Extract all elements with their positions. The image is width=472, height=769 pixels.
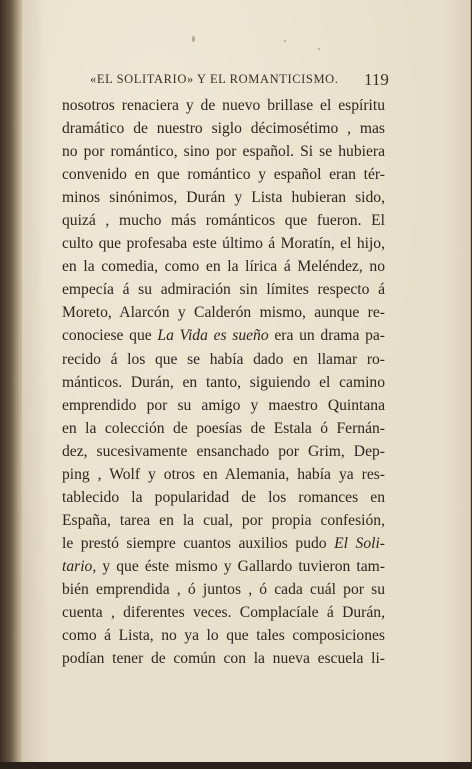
running-head: «EL SOLITARIO» Y EL ROMANTICISMO. — [90, 72, 339, 86]
text-line: emprendido por su amigo y maestro Quintana — [62, 396, 385, 414]
book-spine — [0, 0, 24, 769]
text-line: cuenta , diferentes veces. Complacíale á Durán, — [62, 604, 385, 622]
text-line: culto que profesaba este último á Moratín, el hijo, — [62, 235, 385, 253]
text-line: dez, sucesivamente ensanchado por Grim, Dep- — [62, 442, 385, 460]
text-line: conociese que La Vida es sueño era un drama pa- — [62, 327, 385, 345]
text-line: mánticos. Durán, en tanto, siguiendo el camino — [62, 373, 385, 391]
text-line: nosotros renaciera y de nuevo brillase el espíritu — [62, 97, 385, 114]
page-bottom-edge — [0, 762, 472, 769]
text-line: en la comedia, como en la lírica á Meléndez, no — [62, 258, 385, 276]
text-line: no por romántico, sino por español. Si se hubiera — [62, 143, 385, 161]
text-line: minos sinónimos, Durán y Lista hubieran sido, — [62, 189, 385, 207]
page-number: 119 — [364, 70, 389, 89]
text-line: tario, y que éste mismo y Gallardo tuvieron tam- — [62, 557, 385, 575]
text-line: Moreto, Alarcón y Calderón mismo, aunque re- — [62, 304, 385, 322]
paper-speck — [192, 36, 195, 42]
text-line: le prestó siempre cuantos auxilios pudo El Soli- — [62, 534, 385, 552]
paper-speck — [318, 48, 320, 50]
text-line: bién emprendida , ó juntos , ó cada cuál por su — [62, 580, 385, 598]
body-text — [62, 94, 385, 670]
text-line: como á Lista, no ya lo que tales composiciones — [62, 627, 385, 645]
text-line: ping , Wolf y otros en Alemania, había ya res- — [62, 465, 385, 483]
text-line: dramático de nuestro siglo décimosétimo , mas — [62, 120, 385, 138]
text-line: tablecido la popularidad de los romances en — [62, 488, 385, 506]
text-line: quizá , mucho más románticos que fueron. El — [62, 212, 385, 230]
text-line: podían tener de común con la nueva escuela li- — [62, 650, 385, 668]
text-line: empecía á su admiración sin límites respecto á — [62, 281, 385, 299]
text-line: en la colección de poesías de Estala ó Fernán- — [62, 419, 385, 437]
text-line: recido á los que se había dado en llamar ro- — [62, 350, 385, 368]
text-line: convenido en que romántico y español eran tér- — [62, 166, 385, 184]
paper-speck — [284, 40, 286, 42]
text-line: España, tarea en la cual, por propia confesión, — [62, 511, 385, 529]
